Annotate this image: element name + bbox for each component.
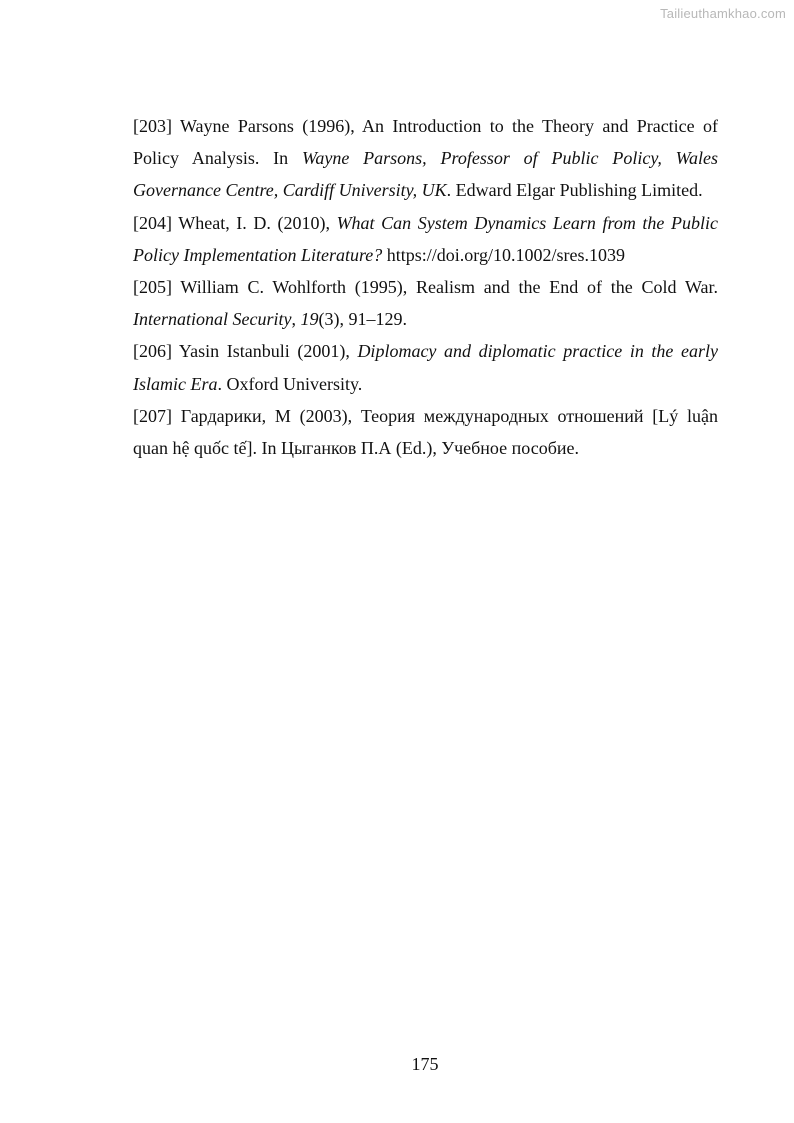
reference-text: 19 [300,309,319,330]
reference-text: (3), 91–129. [318,309,407,330]
reference-list [133,110,718,464]
reference-text: , [291,309,301,330]
reference-203 [133,110,718,207]
page-number: 175 [411,1054,439,1074]
reference-text: . Oxford University. [217,373,363,394]
reference-text: Wayne Parsons, Professor of Public Policy, Wales Governance Centre, Cardiff University, UK [133,148,718,201]
reference-text: What Can System Dynamics Learn from the Public Policy Implementation Literature? [133,212,718,265]
reference-text: Diplomacy and diplomatic practice in the early Islamic Era [133,341,719,394]
reference-text: [204] Wheat, I. D. (2010), [133,212,337,233]
reference-text: . Edward Elgar Publishing Limited. [446,180,703,201]
reference-text: [203] Wayne Parsons (1996), An Introduction to the Theory and Practice of Policy Analysis. In [133,116,718,169]
reference-text: International Security [133,309,292,330]
watermark: Tailieuthamkhao.com [660,6,786,21]
reference-text: [207] Гардарики, М (2003), Теория международных отношений [Lý luận quan hệ quốc tế]. In Цыганков П.А (Ed.), Учебное пособие. [133,405,718,459]
reference-205 [133,271,718,335]
reference-text: [206] Yasin Istanbuli (2001), [133,341,358,362]
reference-204 [133,207,718,271]
reference-207 [133,400,718,464]
reference-text: [205] William C. Wohlforth (1995), Realism and the End of the Cold War. [133,277,718,298]
reference-link: https://doi.org/10.1002/sres.1039 [382,244,625,265]
reference-206 [133,335,718,399]
